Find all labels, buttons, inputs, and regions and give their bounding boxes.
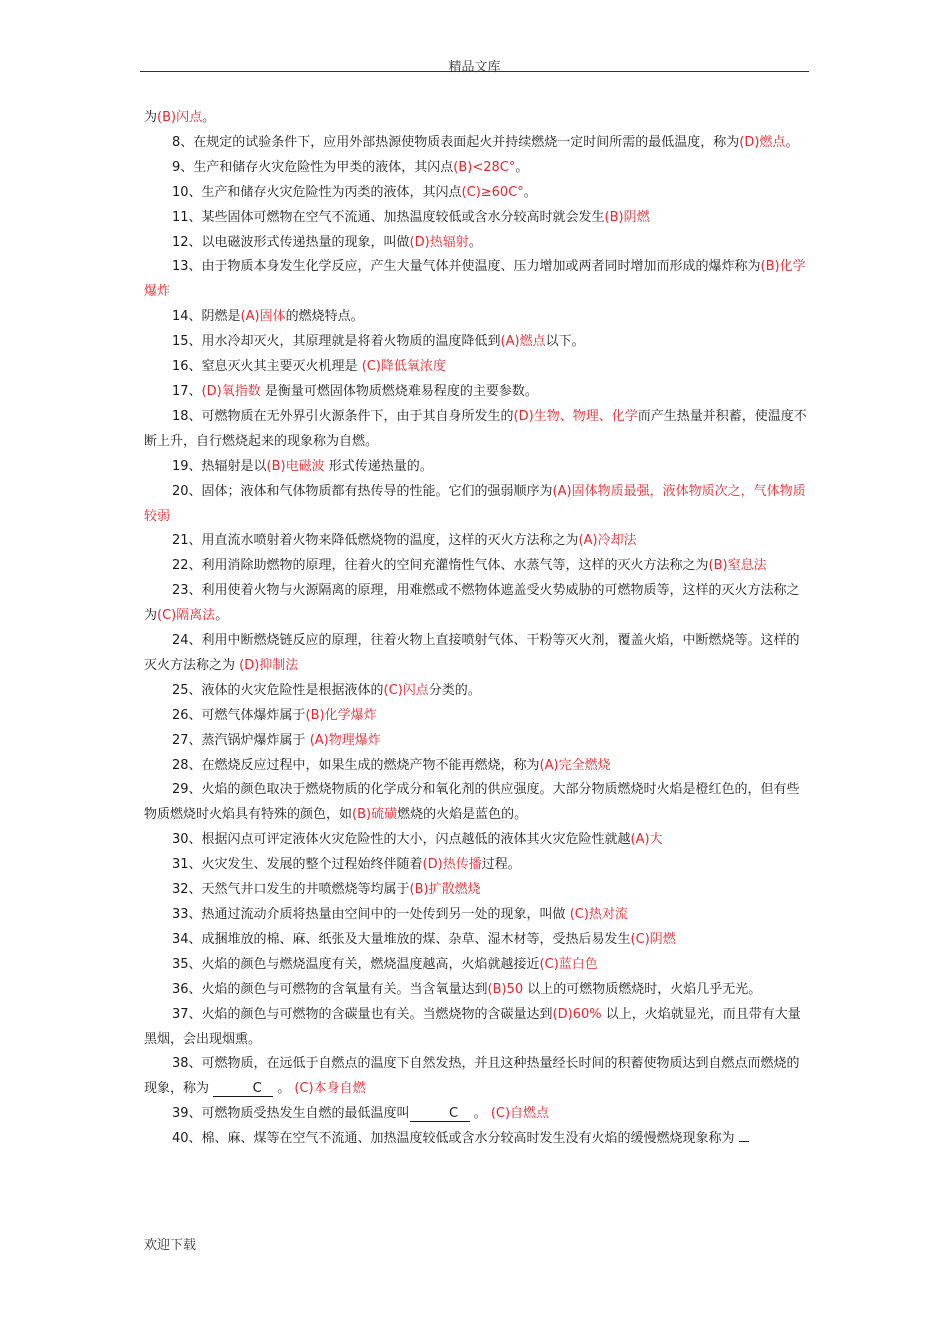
answer-text: (C)自燃点 xyxy=(490,1106,550,1122)
question-paragraph xyxy=(144,704,808,729)
question-text: 35、火焰的颜色与燃烧温度有关，燃烧温度越高，火焰就越接近 xyxy=(172,956,540,972)
answer-text: (B)50 xyxy=(487,981,524,997)
question-paragraph xyxy=(144,156,808,181)
answer-text: (C)本身自燃 xyxy=(294,1081,366,1097)
question-text: 24、利用中断燃烧链反应的原理，往着火物上直接喷射气体、干粉等灭火剂，覆盖火焰，中断燃烧等。这样的灭火方法称之为 xyxy=(144,633,800,673)
question-text: 40、棉、麻、煤等在空气不流通、加热温度较低或含水分较高时发生没有火焰的缓慢燃烧现象称为 xyxy=(172,1131,739,1147)
answer-text: (B)闪点 xyxy=(157,110,203,125)
answer-text: (A)物理爆炸 xyxy=(309,732,381,748)
question-paragraph xyxy=(144,953,808,978)
question-text: 形式传递热量的。 xyxy=(324,458,433,474)
question-text: 分类的。 xyxy=(428,682,481,698)
answer-text: (C)隔离法 xyxy=(157,608,216,624)
question-paragraph xyxy=(144,480,808,530)
answer-text: (C)阴燃 xyxy=(630,931,676,947)
question-text: 12、以电磁波形式传递热量的现象，叫做 xyxy=(172,234,410,250)
question-paragraph xyxy=(144,231,808,256)
answer-text: (D)生物、物理、化学 xyxy=(513,408,638,424)
question-text: 28、在燃烧反应过程中，如果生成的燃烧产物不能再燃烧，称为 xyxy=(172,757,540,773)
question-text: 。 xyxy=(785,134,799,150)
answer-text: (C)≥60C° xyxy=(461,184,524,200)
question-paragraph xyxy=(144,405,808,455)
question-text: 30、根据闪点可评定液体火灾危险性的大小，闪点越低的液体其火灾危险性就越 xyxy=(172,832,631,848)
question-text: 39、可燃物质受热发生自燃的最低温度叫 xyxy=(172,1106,410,1122)
answer-text: (B)<28C° xyxy=(453,159,516,175)
answer-text: (B)阴燃 xyxy=(604,209,650,225)
question-paragraph xyxy=(144,629,808,679)
question-text: 20、固体；液体和气体物质都有热传导的性能。它们的强弱顺序为 xyxy=(172,483,553,499)
answer-text: (A)固体物质最强，液体物质次之，气体物质较弱 xyxy=(144,483,806,524)
answer-text: (B)化学爆炸 xyxy=(305,707,377,723)
question-text: 是衡量可燃固体物质燃烧难易程度的主要参数。 xyxy=(260,383,538,399)
answer-text: (B)窒息法 xyxy=(708,558,767,574)
question-text: 以上的可燃物质燃烧时，火焰几乎无光。 xyxy=(523,981,762,997)
answer-text: (D)60% xyxy=(552,1006,602,1022)
question-text: 36、火焰的颜色与可燃物的含氧量有关。当含氧量达到 xyxy=(172,981,488,997)
question-text: 29、火焰的颜色取决于燃烧物质的化学成分和氧化剂的供应强度。大部分物质燃烧时火焰是橙红色的，但有些物质燃烧时火焰具有特殊的颜色，如 xyxy=(144,782,800,823)
answer-text: (D)抑制法 xyxy=(239,657,299,673)
answer-text: (D)氧指数 xyxy=(201,383,261,399)
question-paragraph xyxy=(144,1052,808,1102)
question-text: 以上，火焰就显光，而且带有大量黑烟，会出现烟熏。 xyxy=(144,1006,801,1047)
question-text: 34、成捆堆放的棉、麻、纸张及大量堆放的煤、杂草、湿木材等，受热后易发生 xyxy=(172,931,631,947)
question-text: 10、生产和储存火灾危险性为丙类的液体，其闪点 xyxy=(172,184,462,200)
question-text: 37、火焰的颜色与可燃物的含碳量也有关。当燃烧物的含碳量达到 xyxy=(172,1006,553,1022)
page-header: 精品文库 xyxy=(448,60,501,75)
answer-text: (D)燃点 xyxy=(739,134,786,150)
question-text: 。 xyxy=(273,1081,295,1097)
question-paragraph xyxy=(144,1127,808,1152)
question-paragraph xyxy=(144,828,808,853)
question-text: 为 xyxy=(144,110,158,125)
answer-text: (B)扩散燃烧 xyxy=(409,882,481,898)
question-text: 17、 xyxy=(172,383,202,399)
fill-blank: C xyxy=(410,1107,470,1122)
question-paragraph xyxy=(144,355,808,380)
answer-text: (C)降低氧浓度 xyxy=(361,359,446,375)
question-text: 23、利用使着火物与火源隔离的原理，用难燃或不燃物体遮盖受火势威胁的可燃物质等，这样的灭火方法称之为 xyxy=(144,583,800,624)
answer-text: (B)硫磺 xyxy=(352,807,398,823)
header-rule xyxy=(140,71,809,72)
question-paragraph xyxy=(144,131,808,156)
question-text: 19、热辐射是以 xyxy=(172,458,267,474)
question-paragraph xyxy=(144,206,808,231)
question-paragraph xyxy=(144,778,808,828)
question-paragraph xyxy=(144,106,808,131)
question-paragraph xyxy=(144,679,808,704)
answer-text: (C)蓝白色 xyxy=(539,956,598,972)
question-text: 38、可燃物质，在远低于自燃点的温度下自然发热，并且这种热量经长时间的积蓄使物质达到自燃点而燃烧的现象，称为 xyxy=(144,1056,800,1097)
page-footer: 欢迎下载 xyxy=(144,1238,197,1253)
question-text: 22、利用消除助燃物的原理，往着火的空间充灌惰性气体、水蒸气等，这样的灭火方法称之为 xyxy=(172,558,709,574)
question-text: 。 xyxy=(469,1106,491,1122)
question-paragraph xyxy=(144,978,808,1003)
answer-text: (A)大 xyxy=(630,832,663,848)
question-paragraph xyxy=(144,255,808,305)
question-text: 过程。 xyxy=(481,857,521,873)
fill-blank xyxy=(739,1141,749,1142)
question-paragraph xyxy=(144,928,808,953)
question-text: 。 xyxy=(515,159,529,175)
question-text: 15、用水冷却灭火，其原理就是将着火物质的温度降低到 xyxy=(172,334,501,350)
question-text: 8、在规定的试验条件下，应用外部热源使物质表面起火并持续燃烧一定时间所需的最低温度，称为 xyxy=(172,134,740,150)
question-paragraph xyxy=(144,754,808,779)
question-paragraph xyxy=(144,305,808,330)
question-text: 27、蒸汽锅炉爆炸属于 xyxy=(172,732,310,748)
question-text: 14、阴燃是 xyxy=(172,309,241,325)
question-text: 的燃烧特点。 xyxy=(285,309,364,325)
answer-text: (C)热对流 xyxy=(569,907,628,922)
question-text: 11、某些固体可燃物在空气不流通、加热温度较低或含水分较高时就会发生 xyxy=(172,209,605,225)
question-text: 16、窒息灭火其主要灭火机理是 xyxy=(172,359,362,375)
question-paragraph xyxy=(144,1102,808,1127)
question-text: 26、可燃气体爆炸属于 xyxy=(172,707,306,723)
question-text: 。 xyxy=(202,110,216,125)
question-paragraph xyxy=(144,853,808,878)
question-paragraph xyxy=(144,579,808,629)
question-paragraph xyxy=(144,1003,808,1053)
question-text: 燃烧的火焰是蓝色的。 xyxy=(397,807,528,823)
question-text: 33、热通过流动介质将热量由空间中的一处传到另一处的现象，叫做 xyxy=(172,907,570,922)
fill-blank: C xyxy=(213,1082,273,1097)
question-paragraph xyxy=(144,455,808,480)
question-paragraph xyxy=(144,903,808,928)
question-paragraph xyxy=(144,529,808,554)
question-text: 21、用直流水喷射着火物来降低燃烧物的温度，这样的灭火方法称之为 xyxy=(172,533,579,549)
question-text: 31、火灾发生、发展的整个过程始终伴随着 xyxy=(172,857,423,873)
answer-text: (B)电磁波 xyxy=(266,458,325,474)
question-text: 32、天然气井口发生的井喷燃烧等均属于 xyxy=(172,882,410,898)
question-paragraph xyxy=(144,878,808,903)
question-text: 而产生热量并积蓄，使温度不断上升，自行燃烧起来的现象称为自燃。 xyxy=(144,408,807,449)
answer-text: (D)热辐射 xyxy=(409,234,469,250)
question-text: 25、液体的火灾危险性是根据液体的 xyxy=(172,682,384,698)
answer-text: (C)闪点 xyxy=(383,682,429,698)
question-text: 9、生产和储存火灾危险性为甲类的液体，其闪点 xyxy=(172,159,454,175)
answer-text: (A)燃点 xyxy=(500,334,546,350)
question-paragraph xyxy=(144,554,808,579)
question-paragraph xyxy=(144,181,808,206)
question-text: 13、由于物质本身发生化学反应，产生大量气体并使温度、压力增加或两者同时增加而形成的爆炸称为 xyxy=(172,259,761,275)
question-paragraph xyxy=(144,330,808,355)
answer-text: (A)固体 xyxy=(240,309,286,325)
answer-text: (A)冷却法 xyxy=(578,533,637,549)
question-paragraph xyxy=(144,729,808,754)
question-text: 。 xyxy=(523,184,537,200)
question-paragraph xyxy=(144,380,808,405)
question-text: 18、可燃物质在无外界引火源条件下，由于其自身所发生的 xyxy=(172,408,514,424)
question-text: 。 xyxy=(468,234,482,250)
question-text: 以下。 xyxy=(545,334,585,350)
document-body xyxy=(144,106,808,1152)
answer-text: (B)化学爆炸 xyxy=(144,259,806,300)
question-text: 。 xyxy=(215,608,229,624)
answer-text: (A)完全燃烧 xyxy=(539,757,611,773)
answer-text: (D)热传播 xyxy=(422,857,482,873)
